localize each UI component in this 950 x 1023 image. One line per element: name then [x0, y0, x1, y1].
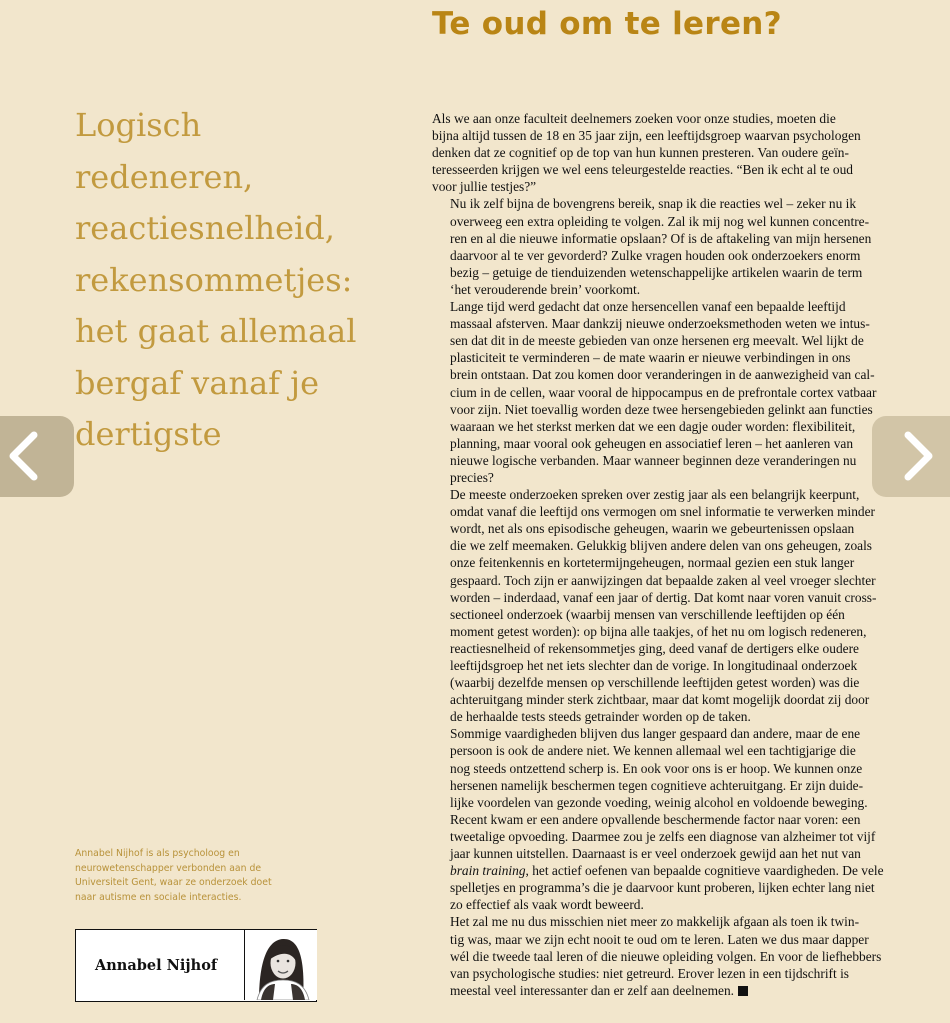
article-line: nog steeds ontzettend scherp is. En ook voor ons is er hoop. We kunnen onze — [450, 760, 863, 776]
article-line: massaal afsterven. Maar dankzij nieuwe onderzoeksmethoden weten we intus- — [450, 316, 870, 332]
article-paragraph — [432, 725, 892, 913]
article-line: voor jullie testjes?” — [432, 179, 537, 195]
article-line: omdat vanaf die leeftijd ons vermogen om snel informatie te verwerken minder — [450, 504, 876, 520]
article-line: teresseerden krijgen we wel eens teleurgestelde reacties. “Ben ik echt al te oud — [432, 162, 854, 178]
article-line: bijna altijd tussen de 18 en 35 jaar zijn, een leeftijdsgroep waarvan psychologen — [432, 128, 861, 144]
author-bio-line: neurowetenschapper verbonden aan de — [75, 862, 262, 874]
article-line: tig was, maar we zijn echt nooit te oud om te leren. Laten we dus maar dapper — [450, 931, 869, 947]
author-photo — [244, 930, 317, 1000]
article-line: spelletjes en programma’s die je daarvoor kunt proberen, lijken echter lang niet — [450, 880, 875, 896]
chevron-right-icon — [872, 416, 950, 497]
article-line: wél die tweede taal leren of die nieuwe opleiding volgen. En voor de liefhebbers — [450, 948, 882, 964]
article-title: Te oud om te leren? — [432, 6, 782, 42]
article-line: denken dat ze cognitief op de top van hun kunnen presteren. Van oudere geïn- — [432, 145, 849, 161]
pull-quote-line: Logisch — [75, 106, 202, 144]
article-line: worden – inderdaad, vanaf een jaar of dertig. Dat komt naar voren vanuit cross- — [450, 589, 877, 605]
article-line: meestal veel interessanter dan er zelf aan deelnemen. — [432, 982, 892, 999]
pull-quote-line: bergaf vanaf je — [75, 363, 320, 402]
pull-quote-line: dertigste — [75, 415, 222, 453]
chevron-left-icon — [0, 416, 74, 497]
article-line: tweetalige opvoeding. Daarmee zou je zelfs een diagnose van alzheimer tot vijf — [450, 828, 876, 844]
article-paragraph — [432, 110, 892, 195]
article-line: cium in de cellen, waar vooral de hippocampus en de prefrontale cortex vatbaar — [450, 384, 877, 400]
article-line: onze feitenkennis en kortetermijngeheugen, normaal gezien een stuk langer — [450, 555, 855, 571]
article-line: brein ontstaan. Dat zou komen door veranderingen in de aanwezigheid van cal- — [450, 367, 875, 383]
article-paragraph — [432, 486, 892, 725]
article-line: Als we aan onze faculteit deelnemers zoeken voor onze studies, moeten die — [432, 111, 836, 126]
article-line: Lange tijd werd gedacht dat onze hersencellen vanaf een bepaalde leeftijd — [450, 299, 846, 315]
article-line: planning, maar vooral ook geheugen en associatief leren – het aanleren van — [450, 435, 854, 451]
previous-page-button[interactable] — [0, 416, 74, 497]
article-line: hersenen namelijk beschermen tegen cognitieve achteruitgang. Er zijn duide- — [450, 777, 864, 793]
article-line: sectioneel onderzoek (waarbij mensen van verschillende leeftijden op één — [450, 606, 845, 622]
article-line: gespaard. Toch zijn er aanwijzingen dat bepaalde zaken al veel vroeger slechter — [450, 572, 876, 588]
article-line: Nu ik zelf bijna de bovengrens bereik, snap ik die reacties wel – zeker nu ik — [450, 196, 857, 212]
author-card — [75, 929, 317, 1002]
article-line: jaar kunnen uitstellen. Daarnaast is er veel onderzoek gewijd aan het nut van — [450, 846, 861, 862]
article-line: ‘het verouderende brein’ voorkomt. — [450, 281, 641, 297]
article-line: waaraan we het sterkst merken dat we een dagje ouder worden: flexibiliteit, — [450, 418, 856, 434]
article-line: wordt, net als ons episodische geheugen, waarin we gebeurtenissen opslaan — [450, 521, 855, 537]
article-line: voor zijn. Niet toevallig worden deze twee hersengebieden gelinkt aan functies — [450, 401, 873, 417]
article-body — [432, 110, 892, 999]
article-line: De meeste onderzoeken spreken over zestig jaar als een belangrijk keerpunt, — [450, 487, 860, 503]
article-paragraph — [432, 298, 892, 486]
author-bio — [75, 847, 275, 905]
article-line: van psychologische studies: niet getreurd. Erover lezen in een tijdschrift is — [450, 965, 849, 981]
article-line: Recent kwam er een andere opvallende beschermende factor naar voren: een — [450, 811, 861, 827]
article-line: lijke voordelen van gezonde voeding, weinig alcohol en voldoende beweging. — [450, 794, 868, 810]
article-line: precies? — [450, 469, 494, 485]
article-line: daarvoor al te ver gevorderd? Zulke vragen houden ook onderzoekers enorm — [450, 247, 861, 263]
author-bio-line: naar autisme en sociale interacties. — [75, 891, 242, 903]
article-line: die we zelf meemaken. Gelukkig blijven andere delen van ons geheugen, zoals — [450, 538, 873, 554]
author-name: Annabel Nijhof — [95, 957, 218, 974]
article-line: Het zal me nu dus misschien niet meer zo makkelijk afgaan als toen ik twin- — [450, 914, 860, 930]
article-line: plasticiteit te verminderen – de mate waarin er nieuwe verbindingen in ons — [450, 350, 851, 366]
article-line: de herhaalde tests steeds getrainder worden op de taken. — [450, 709, 751, 725]
article-line: bezig – getuige de tienduizenden wetenschappelijke artikelen waarin de term — [450, 264, 863, 280]
article-line: moment getest worden): op bijna alle taakjes, of het nu om logisch redeneren, — [450, 623, 867, 639]
article-paragraph — [432, 195, 892, 298]
pull-quote-line: redeneren, — [75, 157, 254, 196]
article-line: brain training, het actief oefenen van bepaalde cognitieve vaardigheden. De vele — [450, 863, 884, 879]
article-line: Sommige vaardigheden blijven dus langer gespaard dan andere, maar de ene — [450, 726, 861, 742]
article-line: sen dat dit in de meeste gebieden van onze hersenen erg meevalt. Wel lijkt de — [450, 333, 864, 349]
article-line: achteruitgang minder sterk zichtbaar, maar dat komt mogelijk doordat zij door — [450, 692, 870, 708]
article-line: ren en al die nieuwe informatie opslaan? Of is de aftakeling van mijn hersenen — [450, 230, 872, 246]
article-line: (waarbij dezelfde mensen op verschillende leeftijden getest worden) was die — [450, 675, 860, 691]
pull-quote-line: reactiesnelheid, — [75, 209, 335, 247]
article-line: persoon is ook de andere niet. We kennen allemaal wel een tachtigjarige die — [450, 743, 856, 759]
pull-quote-line: rekensommetjes: — [75, 260, 353, 299]
article-line: zo effectief als vaak wordt beweerd. — [450, 897, 644, 913]
author-bio-line: Universiteit Gent, waar ze onderzoek doet — [75, 877, 272, 888]
article-line: overweeg een extra opleiding te volgen. Zal ik mij nog wel kunnen concentre- — [450, 213, 870, 229]
end-mark-icon — [738, 986, 748, 996]
article-paragraph — [432, 913, 892, 998]
article-line: reactiesnelheid of rekensommetjes ging, deed vanaf de dertigers elke oudere — [450, 640, 859, 656]
author-bio-line: Annabel Nijhof is als psycholoog en — [75, 848, 240, 859]
pull-quote — [75, 100, 375, 461]
pull-quote-line: het gaat allemaal — [75, 312, 357, 350]
article-line: leeftijdsgroep het net iets slechter dan de vorige. In longitudinaal onderzoek — [450, 658, 858, 673]
article-line: nieuwe logische verbanden. Maar wanneer beginnen deze veranderingen nu — [450, 452, 857, 468]
next-page-button[interactable] — [872, 416, 950, 497]
